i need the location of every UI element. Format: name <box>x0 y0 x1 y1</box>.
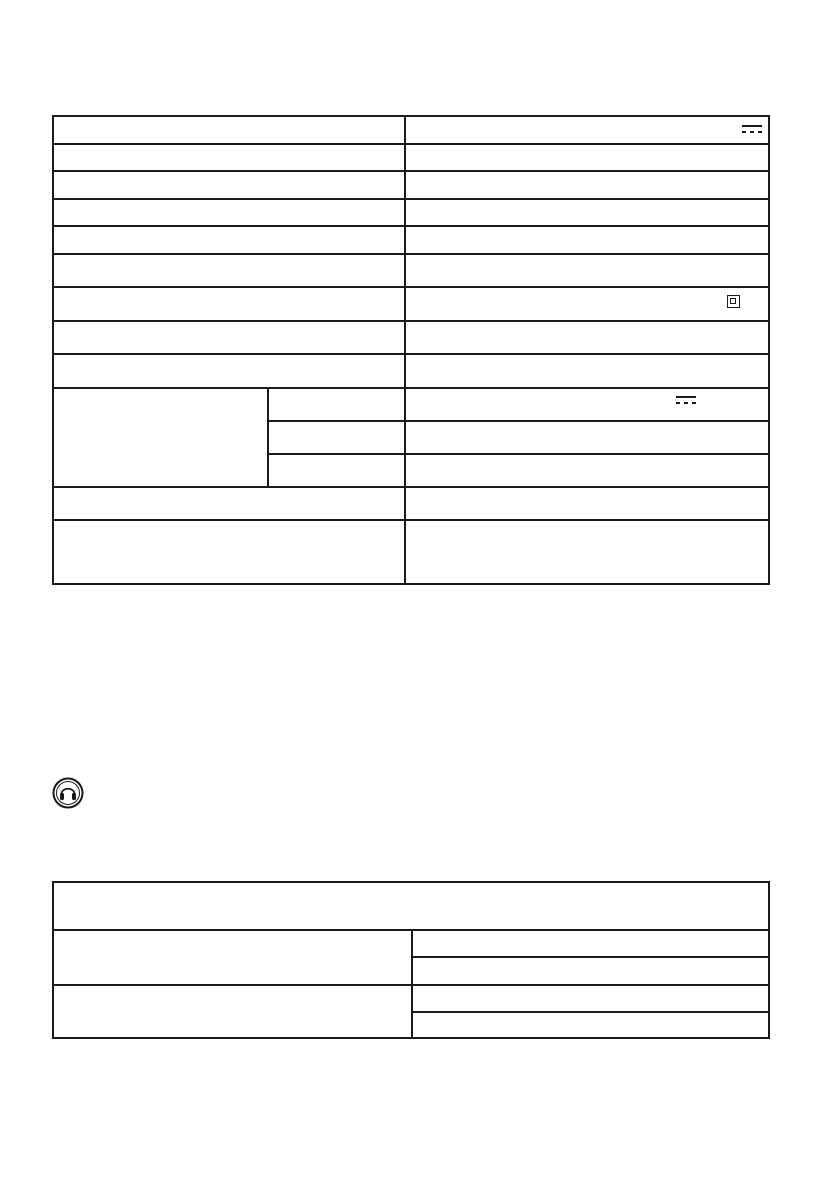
sub-row-divider <box>412 1011 768 1013</box>
row-divider <box>54 387 768 389</box>
dc-current-icon <box>676 396 696 404</box>
dc-current-icon <box>742 125 762 133</box>
sub-row-divider <box>267 420 768 422</box>
sub-row-divider <box>412 956 768 958</box>
ear-protection-icon <box>52 777 84 809</box>
row-divider <box>54 286 768 288</box>
row-divider <box>54 353 768 355</box>
specification-table <box>52 115 770 585</box>
row-divider <box>54 143 768 145</box>
column-divider <box>404 117 406 583</box>
row-divider <box>54 198 768 200</box>
row-divider <box>54 225 768 227</box>
class-ii-insulation-icon <box>727 295 740 308</box>
noise-vibration-table <box>52 881 770 1039</box>
row-divider <box>54 253 768 255</box>
sub-row-divider <box>267 453 768 455</box>
column-divider <box>411 929 413 1037</box>
row-divider <box>54 170 768 172</box>
group-column-divider <box>267 387 269 488</box>
row-divider <box>54 320 768 322</box>
row-divider <box>54 486 768 488</box>
row-divider <box>54 519 768 521</box>
